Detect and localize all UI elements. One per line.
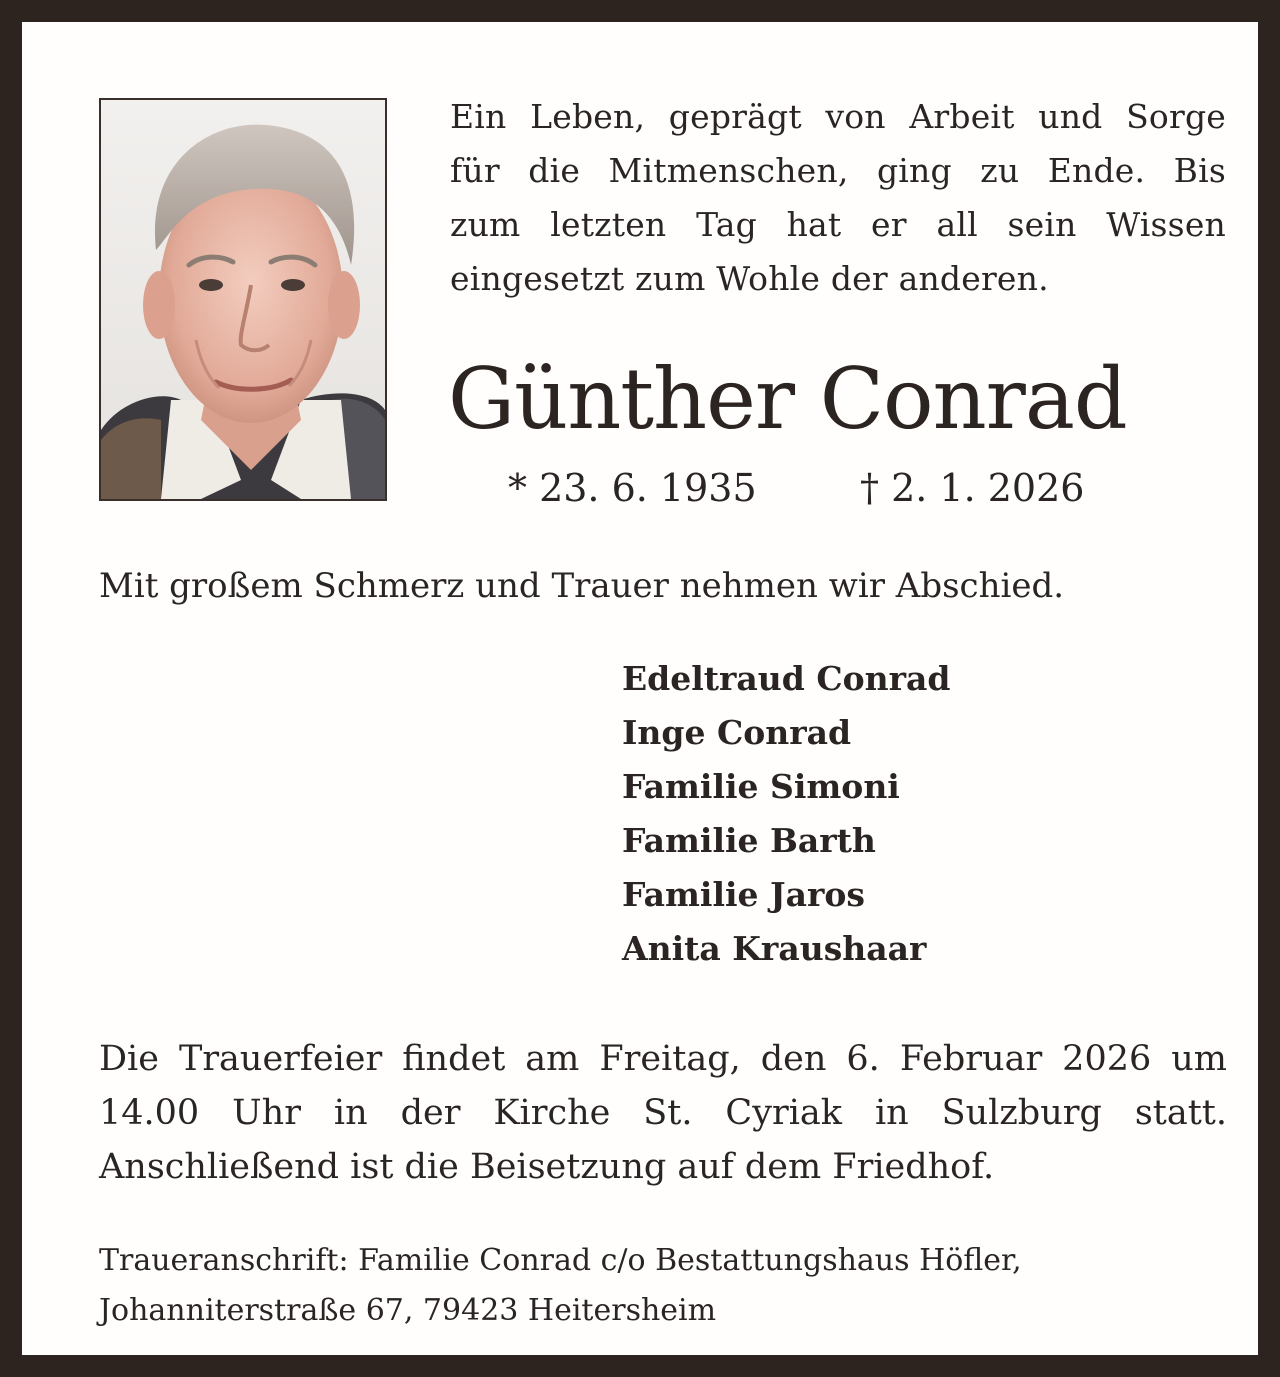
motto-line: Ein Leben, geprägt von Arbeit und Sorge [450,97,1226,136]
mourners-list [622,652,950,976]
motto-line: zum letzten Tag hat er all sein Wissen [450,205,1226,244]
motto-line: für die Mitmenschen, ging zu Ende. Bis [450,151,1226,190]
mourner-name: Familie Barth [622,821,876,860]
mourner-name: Anita Kraushaar [622,929,927,968]
address-line: Johanniterstraße 67, 79423 Heitersheim [99,1293,717,1328]
mourner-name: Familie Simoni [622,767,900,806]
mourner-name: Edeltraud Conrad [622,659,951,698]
motto-text [450,90,1226,306]
ceremony-line: Anschließend ist die Beisetzung auf dem Friedhof. [99,1147,995,1187]
deceased-name: Günther Conrad [448,350,1127,448]
ceremony-info [99,1032,1227,1194]
portrait-image [101,100,385,499]
ceremony-line: Die Trauerfeier findet am Freitag, den 6. Februar 2026 um [99,1039,1227,1079]
mourner-name: Familie Jaros [622,875,865,914]
address-line: Traueranschrift: Familie Conrad c/o Bestattungshaus Höfler, [99,1243,1022,1278]
motto-line: eingesetzt zum Wohle der anderen. [450,259,1049,298]
portrait-photo [99,98,387,501]
mourner-name: Inge Conrad [622,713,852,752]
farewell-text: Mit großem Schmerz und Trauer nehmen wir Abschied. [99,566,1065,606]
birth-date: * 23. 6. 1935 [508,466,757,510]
ceremony-line: 14.00 Uhr in der Kirche St. Cyriak in Sulzburg statt. [99,1093,1227,1133]
death-date: † 2. 1. 2026 [860,466,1085,510]
condolence-address [99,1236,1227,1336]
